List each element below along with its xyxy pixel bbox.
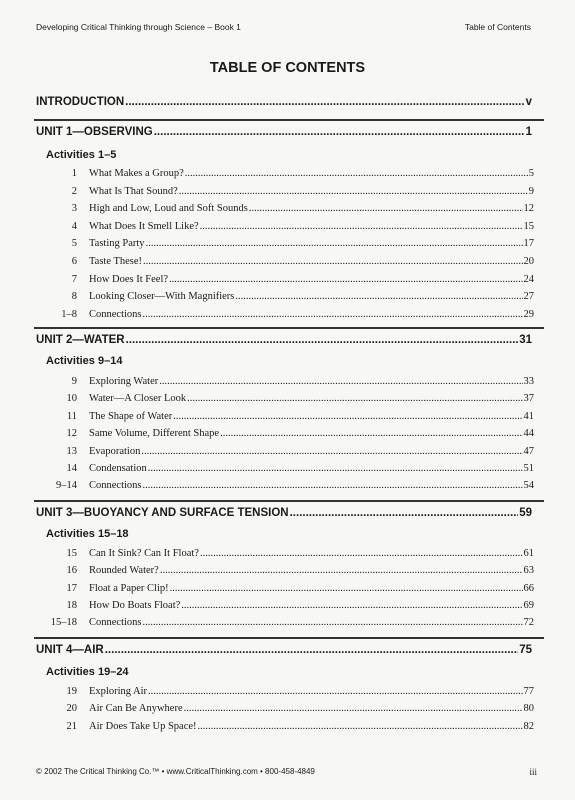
activity-title: The Shape of Water [89, 410, 173, 422]
leader-dots [220, 428, 522, 439]
activity-page-number: 20 [523, 256, 534, 267]
toc-unit-3 [36, 507, 532, 519]
activity-title: Exploring Air [89, 686, 148, 697]
leader-dots [249, 203, 523, 214]
leader-dots [235, 291, 522, 302]
heading-page-number: 31 [519, 334, 532, 346]
toc-entry [40, 686, 534, 697]
activity-title: Air Does Take Up Space! [89, 720, 197, 732]
toc-entry [40, 168, 534, 179]
activity-number: 17 [66, 582, 77, 594]
leader-dots [143, 617, 523, 628]
leader-dots [200, 221, 523, 232]
activity-title: Air Can Be Anywhere [89, 703, 183, 715]
activity-page-number: 61 [523, 548, 534, 559]
activity-page-number: 27 [523, 291, 534, 303]
leader-dots [185, 168, 528, 179]
activity-page-number: 29 [523, 308, 534, 320]
activity-number: 15–18 [50, 617, 77, 629]
activity-page-number: 5 [528, 168, 534, 179]
toc-entry [40, 565, 534, 576]
activity-number: 2 [71, 185, 77, 197]
toc-entry [40, 256, 534, 267]
leader-dots [143, 480, 523, 491]
toc-entry [40, 186, 534, 197]
activity-number: 13 [66, 445, 77, 457]
leader-dots [141, 446, 522, 457]
activity-title: Same Volume, Different Shape [89, 428, 220, 440]
toc-entry [40, 411, 534, 422]
heading-page-number: v [525, 96, 532, 108]
toc-introduction [36, 96, 532, 108]
toc-entry [40, 291, 534, 302]
activity-page-number: 41 [523, 410, 534, 422]
toc-entry [40, 721, 534, 732]
activity-title: Taste These! [89, 256, 143, 267]
activity-title: How Does It Feel? [89, 273, 169, 285]
activity-number: 6 [71, 256, 77, 267]
activity-page-number: 12 [523, 203, 534, 215]
activity-title: How Do Boats Float? [89, 599, 181, 611]
activity-title: High and Low, Loud and Soft Sounds [89, 203, 248, 215]
leader-dots [198, 721, 523, 732]
activity-page-number: 63 [523, 565, 534, 577]
heading-page-number: 75 [519, 644, 532, 656]
leader-dots [148, 463, 523, 474]
activity-page-number: 82 [523, 720, 534, 732]
activity-page-number: 44 [523, 428, 534, 440]
activity-number: 9 [71, 376, 77, 387]
activity-title: Float a Paper Clip! [89, 582, 169, 594]
running-head-book-title: Developing Critical Thinking through Science – Book 1 [36, 22, 241, 32]
activity-number: 15 [66, 548, 77, 559]
leader-dots [181, 600, 522, 611]
activity-page-number: 51 [523, 463, 534, 474]
activity-title: Water—A Closer Look [89, 393, 187, 405]
activity-page-number: 66 [523, 582, 534, 594]
activity-title: Can It Sink? Can It Float? [89, 548, 199, 559]
leader-dots [184, 703, 523, 714]
leader-dots [179, 186, 528, 197]
activities-range-heading: Activities 19–24 [46, 666, 129, 678]
activity-page-number: 54 [523, 480, 534, 492]
activities-range-heading: Activities 9–14 [46, 355, 123, 367]
section-divider [34, 119, 544, 121]
activity-title: Tasting Party [89, 238, 145, 250]
activity-title: Connections [89, 617, 142, 629]
activity-number: 19 [66, 686, 77, 697]
activity-page-number: 69 [523, 599, 534, 611]
leader-dots [146, 238, 523, 249]
activity-title: Connections [89, 308, 142, 320]
activity-page-number: 77 [523, 686, 534, 697]
activity-page-number: 47 [523, 445, 534, 457]
activity-number: 10 [66, 393, 77, 405]
toc-entry [40, 274, 534, 285]
heading-page-number: 1 [525, 126, 532, 138]
activity-title: Rounded Water? [89, 565, 159, 577]
toc-entry [40, 548, 534, 559]
activity-title: What Makes a Group? [89, 168, 184, 179]
activity-number: 1 [71, 168, 77, 179]
heading-label: UNIT 2—WATER [36, 334, 125, 346]
running-head-section: Table of Contents [464, 22, 531, 32]
activity-title: Exploring Water [89, 376, 159, 387]
heading-label: UNIT 4—AIR [36, 644, 104, 656]
heading-label: UNIT 1—OBSERVING [36, 126, 153, 138]
activity-number: 8 [71, 291, 77, 303]
toc-entry [40, 617, 534, 628]
leader-dots [143, 256, 522, 267]
activity-title: What Is That Sound? [89, 185, 178, 197]
activity-number: 1–8 [61, 308, 77, 320]
toc-entry [40, 203, 534, 214]
page-number: iii [529, 767, 537, 777]
leader-dots [154, 126, 525, 138]
activities-range-heading: Activities 15–18 [46, 528, 129, 540]
section-divider [34, 327, 544, 329]
leader-dots [148, 686, 522, 697]
activity-number: 14 [66, 463, 77, 474]
activity-title: What Does It Smell Like? [89, 220, 199, 232]
leader-dots [160, 565, 523, 576]
section-divider [34, 637, 544, 639]
toc-entry [40, 221, 534, 232]
heading-page-number: 59 [519, 507, 532, 519]
activity-number: 9–14 [56, 480, 77, 492]
page-footer [36, 767, 537, 777]
activity-number: 18 [66, 599, 77, 611]
toc-entry [40, 703, 534, 714]
toc-entry [40, 446, 534, 457]
toc-entry [40, 309, 534, 320]
toc-entry [40, 600, 534, 611]
leader-dots [125, 96, 524, 108]
leader-dots [126, 334, 519, 346]
activity-number: 4 [71, 220, 77, 232]
toc-unit-4 [36, 644, 532, 656]
activity-page-number: 9 [528, 185, 534, 197]
activity-number: 11 [66, 410, 77, 422]
activity-number: 3 [71, 203, 77, 215]
leader-dots [105, 644, 518, 656]
activity-page-number: 24 [523, 273, 534, 285]
toc-entry [40, 393, 534, 404]
activities-range-heading: Activities 1–5 [46, 149, 117, 161]
activity-number: 7 [71, 273, 77, 285]
leader-dots [159, 376, 522, 387]
leader-dots [169, 274, 522, 285]
running-head [36, 22, 531, 32]
activity-title: Connections [89, 480, 142, 492]
activity-title: Looking Closer—With Magnifiers [89, 291, 235, 303]
leader-dots [200, 548, 523, 559]
activity-page-number: 37 [523, 393, 534, 405]
heading-label: UNIT 3—BUOYANCY AND SURFACE TENSION [36, 507, 289, 519]
copyright-line: © 2002 The Critical Thinking Co.™ • www.CriticalThinking.com • 800-458-4849 [36, 767, 315, 776]
toc-unit-2 [36, 334, 532, 346]
toc-entry [40, 480, 534, 491]
leader-dots [173, 411, 522, 422]
activity-page-number: 17 [523, 238, 534, 250]
activity-page-number: 33 [523, 376, 534, 387]
activity-page-number: 80 [523, 703, 534, 715]
activity-title: Evaporation [89, 445, 141, 457]
activity-page-number: 15 [523, 220, 534, 232]
activity-number: 12 [66, 428, 77, 440]
toc-entry [40, 428, 534, 439]
toc-entry [40, 376, 534, 387]
toc-entry [40, 463, 534, 474]
activity-page-number: 72 [523, 617, 534, 629]
leader-dots [170, 583, 523, 594]
activity-number: 20 [66, 703, 77, 715]
section-divider [34, 500, 544, 502]
activity-number: 5 [71, 238, 77, 250]
toc-entry [40, 238, 534, 249]
page-title: TABLE OF CONTENTS [209, 60, 366, 76]
toc-entry [40, 583, 534, 594]
activity-title: Condensation [89, 463, 147, 474]
activity-number: 21 [66, 720, 77, 732]
heading-label: INTRODUCTION [36, 96, 125, 108]
leader-dots [290, 507, 519, 519]
toc-unit-1 [36, 126, 532, 138]
activity-number: 16 [66, 565, 77, 577]
leader-dots [187, 393, 522, 404]
leader-dots [143, 309, 523, 320]
